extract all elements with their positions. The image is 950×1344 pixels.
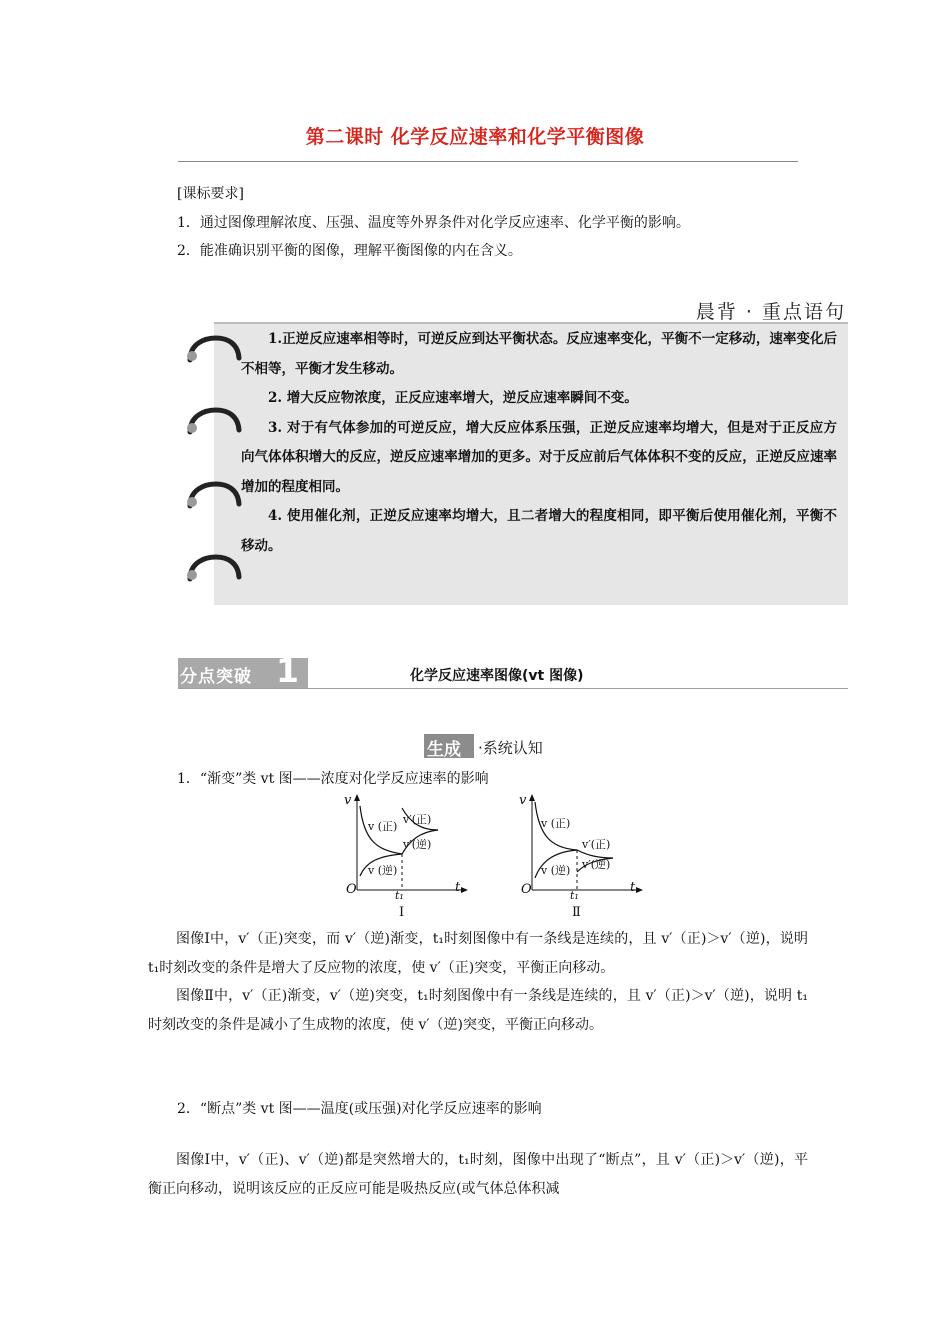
graph2-axis-v: v — [519, 793, 527, 808]
recite-label: 晨背 · 重点语句 — [695, 301, 846, 323]
section-title: 化学反应速率图像(vt 图像) — [410, 668, 584, 684]
explanation-block-2 — [148, 1146, 808, 1203]
item-1-heading: 1．“渐变”类 vt 图——浓度对化学反应速率的影响 — [177, 771, 489, 787]
graph1-axis-v: v — [344, 793, 352, 808]
binder-ring-icon — [184, 334, 244, 364]
title-divider — [178, 161, 798, 162]
graph1-v-reverse: v (逆) — [368, 864, 398, 877]
graph1-axis-t: t — [455, 880, 461, 895]
binder-ring-icon — [184, 480, 244, 510]
graph1-origin: O — [346, 882, 357, 897]
graph1-vp-forward: v′(正) — [403, 813, 432, 826]
graph2-axis-t: t — [630, 880, 636, 895]
graph2-origin: O — [521, 882, 532, 897]
graph2-vp-forward: v′(正) — [582, 838, 611, 851]
requirements-heading: [课标要求] — [177, 186, 244, 202]
graph1-caption: Ⅰ — [399, 905, 405, 920]
recite-point-2: 2. 增大反应物浓度，正反应速率增大，逆反应速率瞬间不变。 — [268, 390, 638, 406]
subsection-badge-text: 生成 — [427, 740, 461, 760]
graph1-v-forward: v (正) — [368, 820, 398, 833]
binder-ring-icon — [184, 553, 244, 583]
requirement-item-2: 2．能准确识别平衡的图像，理解平衡图像的内在含义。 — [177, 243, 522, 259]
graph1-explanation: 图像Ⅰ中，v′（正)突变，而 v′（逆)渐变，t₁时刻图像中有一条线是连续的，且 v′（正)＞v′（逆)，说明 t₁时刻改变的条件是增大了反应物的浓度，使 v′（正)突变，平衡正向移动。 — [148, 931, 808, 976]
recite-text — [241, 325, 837, 561]
recite-point-1: 1.正逆反应速率相等时，可逆反应到达平衡状态。反应速率变化，平衡不一定移动，速率变化后不相等，平衡才发生移动。 — [241, 331, 837, 377]
section-label: 分点突破 — [180, 667, 252, 687]
item-2-heading: 2．“断点”类 vt 图——温度(或压强)对化学反应速率的影响 — [177, 1101, 542, 1117]
page-title: 第二课时 化学反应速率和化学平衡图像 — [305, 126, 645, 148]
graph1-t1: t₁ — [395, 889, 404, 902]
graph2-t1: t₁ — [570, 889, 579, 902]
recite-point-4: 4. 使用催化剂，正逆反应速率均增大，且二者增大的程度相同，即平衡后使用催化剂，平衡不移动。 — [241, 508, 837, 554]
graph2-v-reverse: v (逆) — [541, 864, 571, 877]
graph2-explanation: 图像Ⅱ中，v′（正)渐变，v′（逆)突变，t₁时刻图像中有一条线是连续的，且 v′（正)＞v′（逆)，说明 t₁时刻改变的条件是减小了生成物的浓度，使 v′（逆)突变，平衡正向移动。 — [148, 988, 808, 1033]
binder-ring-icon — [184, 406, 244, 436]
vt-graph-2 — [515, 792, 645, 902]
explanation-block-1 — [148, 925, 808, 1039]
subsection-label: ·系统认知 — [478, 739, 543, 757]
graph2-v-forward: v (正) — [541, 817, 571, 830]
section-divider — [178, 688, 848, 689]
section-number: 1 — [276, 651, 299, 690]
requirement-item-1: 1．通过图像理解浓度、压强、温度等外界条件对化学反应速率、化学平衡的影响。 — [177, 215, 690, 231]
breakpoint-explanation: 图像Ⅰ中，v′（正)、v′（逆)都是突然增大的，t₁时刻，图像中出现了“断点”，且 v′（正)＞v′（逆)，平衡正向移动，说明该反应的正反应可能是吸热反应(或气体总体积减 — [148, 1152, 808, 1197]
recite-point-3: 3. 对于有气体参加的可逆反应，增大反应体系压强，正逆反应速率均增大，但是对于正反应方向气体体积增大的反应，逆反应速率增加的更多。对于反应前后气体体积不变的反应，正逆反应速率增加的程度相同。 — [241, 419, 837, 495]
graph1-vp-reverse: v′(逆) — [403, 838, 432, 851]
graph2-caption: Ⅱ — [572, 905, 581, 920]
graph2-vp-reverse: v′(逆) — [582, 858, 611, 871]
